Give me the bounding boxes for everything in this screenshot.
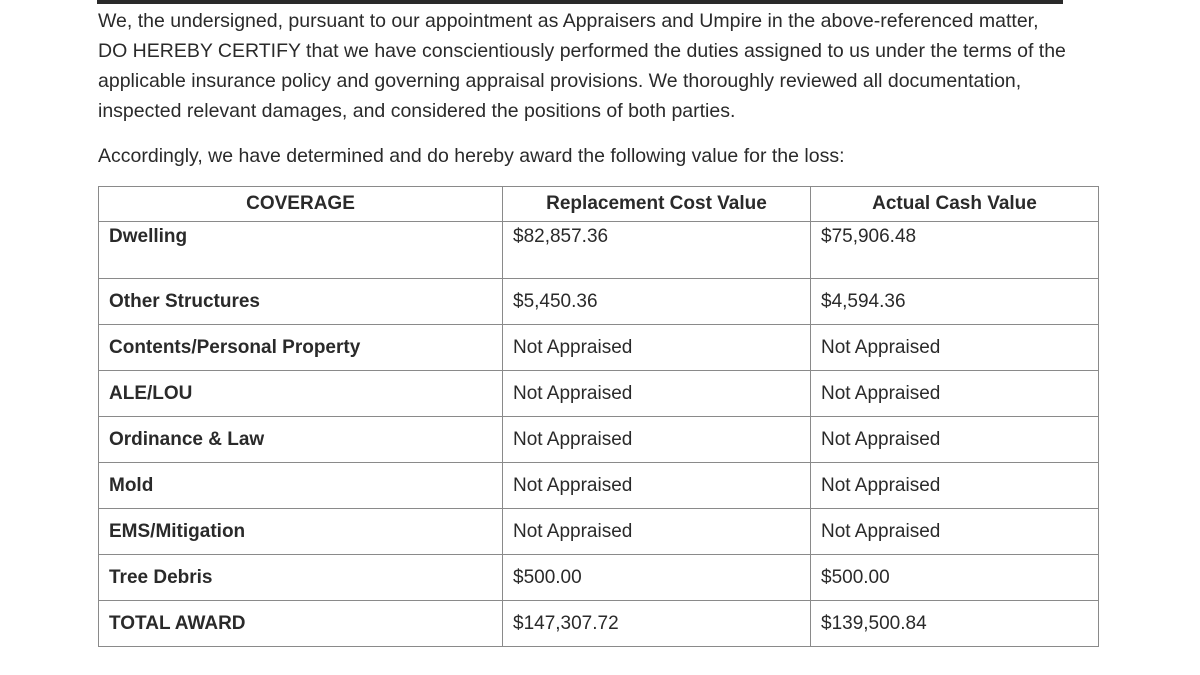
rcv-cell: Not Appraised <box>503 325 811 371</box>
rcv-cell: Not Appraised <box>503 417 811 463</box>
acv-cell: Not Appraised <box>811 417 1099 463</box>
header-replacement-cost-value: Replacement Cost Value <box>503 187 811 222</box>
acv-cell: Not Appraised <box>811 325 1099 371</box>
certification-paragraph: We, the undersigned, pursuant to our appointment as Appraisers and Umpire in the above-referenced matter, DO HEREBY CERTIFY that we have conscientiously performed the duties assigned to us under the terms of the applicable insurance policy and governing appraisal provisions. We thoroughly reviewed all documentation, inspected relevant damages, and considered the positions of both parties. <box>98 10 1066 122</box>
total-row <box>99 601 1099 647</box>
acv-cell: Not Appraised <box>811 463 1099 509</box>
table-row <box>99 463 1099 509</box>
award-intro: Accordingly, we have determined and do hereby award the following value for the loss: <box>98 145 845 167</box>
table-row <box>99 417 1099 463</box>
header-actual-cash-value: Actual Cash Value <box>811 187 1099 222</box>
table-row <box>99 325 1099 371</box>
rcv-cell: $147,307.72 <box>503 601 811 647</box>
acv-cell: $139,500.84 <box>811 601 1099 647</box>
table-row <box>99 509 1099 555</box>
rcv-cell: $5,450.36 <box>503 279 811 325</box>
header-coverage: COVERAGE <box>99 187 503 222</box>
acv-cell: Not Appraised <box>811 371 1099 417</box>
table-row <box>99 222 1099 279</box>
coverage-cell: ALE/LOU <box>99 371 503 417</box>
acv-cell: $75,906.48 <box>811 222 1099 279</box>
rcv-cell: Not Appraised <box>503 509 811 555</box>
coverage-cell: Contents/Personal Property <box>99 325 503 371</box>
header-row <box>99 187 1099 222</box>
acv-cell: Not Appraised <box>811 509 1099 555</box>
coverage-cell: Mold <box>99 463 503 509</box>
coverage-cell: EMS/Mitigation <box>99 509 503 555</box>
table-row <box>99 371 1099 417</box>
top-rule <box>97 0 1063 4</box>
rcv-cell: $500.00 <box>503 555 811 601</box>
coverage-cell: Tree Debris <box>99 555 503 601</box>
coverage-cell: Other Structures <box>99 279 503 325</box>
acv-cell: $4,594.36 <box>811 279 1099 325</box>
acv-cell: $500.00 <box>811 555 1099 601</box>
rcv-cell: Not Appraised <box>503 371 811 417</box>
coverage-cell: TOTAL AWARD <box>99 601 503 647</box>
coverage-cell: Dwelling <box>99 222 503 279</box>
table-row <box>99 555 1099 601</box>
rcv-cell: $82,857.36 <box>503 222 811 279</box>
award-table <box>98 186 1099 647</box>
coverage-cell: Ordinance & Law <box>99 417 503 463</box>
table-row <box>99 279 1099 325</box>
rcv-cell: Not Appraised <box>503 463 811 509</box>
